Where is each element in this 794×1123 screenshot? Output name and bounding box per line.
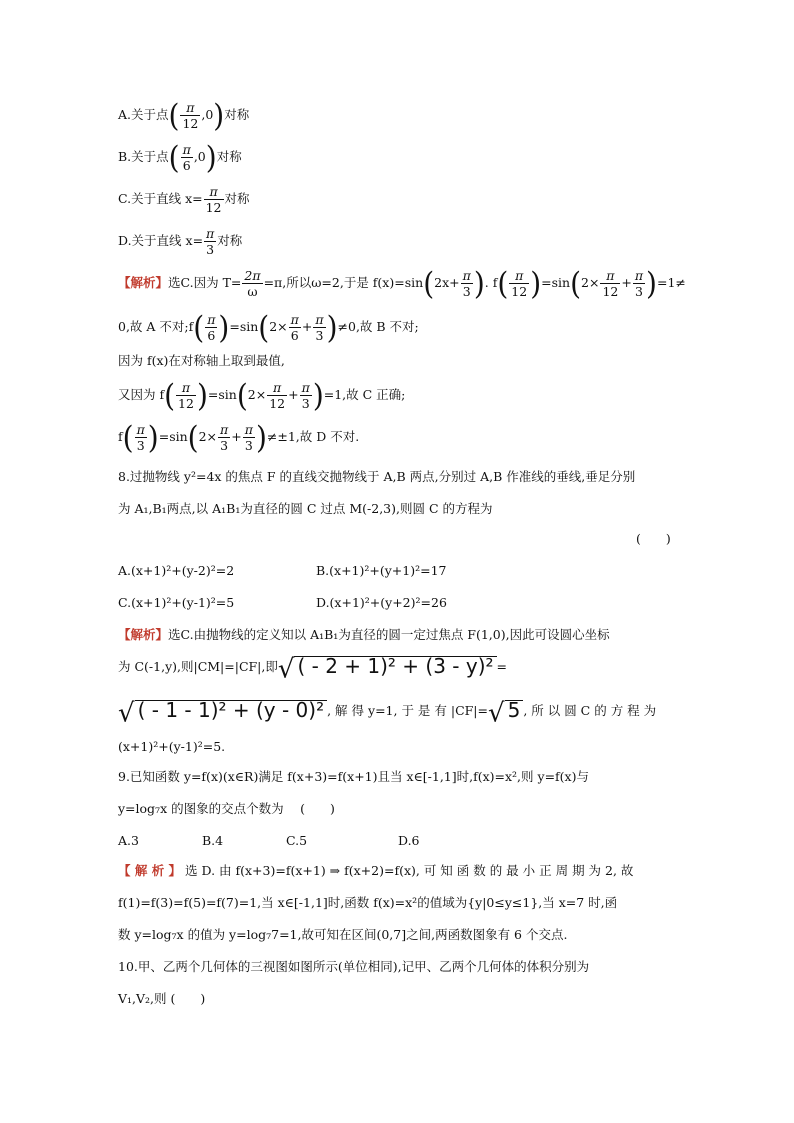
q9-solution-line-1: 【 解 析 】 选 D. 由 f(x+3)=f(x+1) ⇒ f(x+2)=f(x), 可 知 函 数 的 最 小 正 周 期 为 2, 故 xyxy=(118,863,634,878)
q8-answer-blank: ( ) xyxy=(636,531,671,546)
q8-solution-line-4: (x+1)²+(y-1)²=5. xyxy=(118,739,226,754)
fraction: $\frac{\pi}{3}$ xyxy=(220,422,229,453)
q7-option-d: D.关于直线 x= $\frac{\pi}{3}$ 对称 xyxy=(118,226,243,257)
q9-option-d: D.6 xyxy=(398,833,420,848)
solution-tag: 【解析】 xyxy=(118,627,169,642)
q8-solution-line-3: √ ( - 1 - 1)² + (y - 0)² , 解 得 y=1, 于 是 有 |CF|=√ 5 , 所 以 圆 C 的 方 程 为 xyxy=(118,698,657,729)
fraction: $\frac{\pi}{12}$ xyxy=(269,380,286,411)
fraction: $\frac{\pi}{12}$ xyxy=(602,268,619,299)
q7-solution-line-2: 0,故 A 不对;f( $\frac{\pi}{6}$ )=sin(2× $\frac{\pi}{6}$ + $\frac{\pi}{3}$ )≠0,故 B 不对; xyxy=(118,308,419,346)
solution-tag: 【解析】 xyxy=(118,275,169,290)
q8-option-b: B.(x+1)²+(y+1)²=17 xyxy=(316,563,447,578)
q9-solution-line-3: 数 y=log₇x 的值为 y=log₇7=1,故可知在区间(0,7]之间,两函数图象有 6 个交点. xyxy=(118,927,568,942)
q7-solution-line-4: 又因为 f( $\frac{\pi}{12}$ )=sin(2× $\frac{\pi}{12}$ + $\frac{\pi}{3}$ )=1,故 C 正确; xyxy=(118,376,406,414)
solution-tag: 【 解 析 】 xyxy=(118,863,182,878)
fraction: $\frac{\pi}{3}$ xyxy=(462,268,471,299)
q7-solution-line-5: f( $\frac{\pi}{3}$ )=sin(2× $\frac{\pi}{3}$ + $\frac{\pi}{3}$ )≠±1,故 D 不对. xyxy=(118,418,360,456)
fraction: $\frac{\pi}{12}$ xyxy=(178,380,194,411)
sqrt-expression: √ 5 xyxy=(488,700,523,723)
fraction: $\frac{\pi}{3}$ xyxy=(315,312,324,343)
q8-option-c: C.(x+1)²+(y-1)²=5 xyxy=(118,595,235,610)
q8-solution-line-1: 【解析】选C.由抛物线的定义知以 A₁B₁为直径的圆一定过焦点 F(1,0),因此可设圆心坐标 xyxy=(118,627,610,642)
q10-stem-line-2: V₁,V₂,则 ( ) xyxy=(118,991,206,1006)
q8-solution-line-2: 为 C(-1,y),则|CM|=|CF|,即√ ( - 2 + 1)² + (3 - y)² = xyxy=(118,654,508,685)
fraction: $\frac{2\pi}{\omega}$ xyxy=(244,268,261,299)
q7-solution-line-1: 【解析】选C.因为 T= $\frac{2\pi}{\omega}$ =π,所以ω=2,于是 f(x)=sin(2x+ $\frac{\pi}{3}$ ). f( $\frac{\pi}{12}$ )=sin(2× $\frac{\pi}{12}$ + $\frac{\pi}{3}$ )=1≠ xyxy=(118,264,686,302)
fraction: $\frac{\pi}{3}$ xyxy=(634,268,644,299)
fraction: $\frac{\pi}{6}$ xyxy=(290,312,299,343)
q9-option-b: B.4 xyxy=(202,833,224,848)
fraction: $\frac{\pi}{12}$ xyxy=(182,100,199,131)
q7-solution-line-3: 因为 f(x)在对称轴上取到最值, xyxy=(118,353,285,368)
fraction: $\frac{\pi}{6}$ xyxy=(182,142,191,173)
fraction: $\frac{\pi}{3}$ xyxy=(136,422,145,453)
q7-option-a: A.关于点( $\frac{\pi}{12}$ ,0)对称 xyxy=(118,96,250,134)
fraction: $\frac{\pi}{6}$ xyxy=(207,312,216,343)
q7-option-b: B.关于点( $\frac{\pi}{6}$ ,0)对称 xyxy=(118,138,242,176)
fraction: $\frac{\pi}{12}$ xyxy=(205,184,222,215)
q8-stem-line-1: 8.过抛物线 y²=4x 的焦点 F 的直线交抛物线于 A,B 两点,分别过 A,B 作准线的垂线,垂足分别 xyxy=(118,469,636,484)
q8-option-d: D.(x+1)²+(y+2)²=26 xyxy=(316,595,447,610)
q8-stem-line-2: 为 A₁,B₁两点,以 A₁B₁为直径的圆 C 过点 M(-2,3),则圆 C 的方程为 xyxy=(118,501,493,516)
sqrt-expression: √ ( - 1 - 1)² + (y - 0)² xyxy=(118,700,327,723)
q9-stem-line-1: 9.已知函数 y=f(x)(x∈R)满足 f(x+3)=f(x+1)且当 x∈[-1,1]时,f(x)=x²,则 y=f(x)与 xyxy=(118,769,589,784)
q9-solution-line-2: f(1)=f(3)=f(5)=f(7)=1,当 x∈[-1,1]时,函数 f(x)=x²的值域为{y|0≤y≤1},当 x=7 时,函 xyxy=(118,895,618,910)
fraction: $\frac{\pi}{3}$ xyxy=(244,422,253,453)
q9-stem-line-2: y=log₇x 的图象的交点个数为 ( ) xyxy=(118,801,335,816)
sqrt-expression: √ ( - 2 + 1)² + (3 - y)² xyxy=(278,656,497,679)
q7-option-c: C.关于直线 x= $\frac{\pi}{12}$ 对称 xyxy=(118,184,250,215)
fraction: $\frac{\pi}{3}$ xyxy=(301,380,310,411)
fraction: $\frac{\pi}{12}$ xyxy=(511,268,528,299)
q10-stem-line-1: 10.甲、乙两个几何体的三视图如图所示(单位相同),记甲、乙两个几何体的体积分别为 xyxy=(118,959,590,974)
q8-option-a: A.(x+1)²+(y-2)²=2 xyxy=(118,563,235,578)
q9-option-c: C.5 xyxy=(286,833,308,848)
q9-option-a: A.3 xyxy=(118,833,139,848)
fraction: $\frac{\pi}{3}$ xyxy=(206,226,215,257)
